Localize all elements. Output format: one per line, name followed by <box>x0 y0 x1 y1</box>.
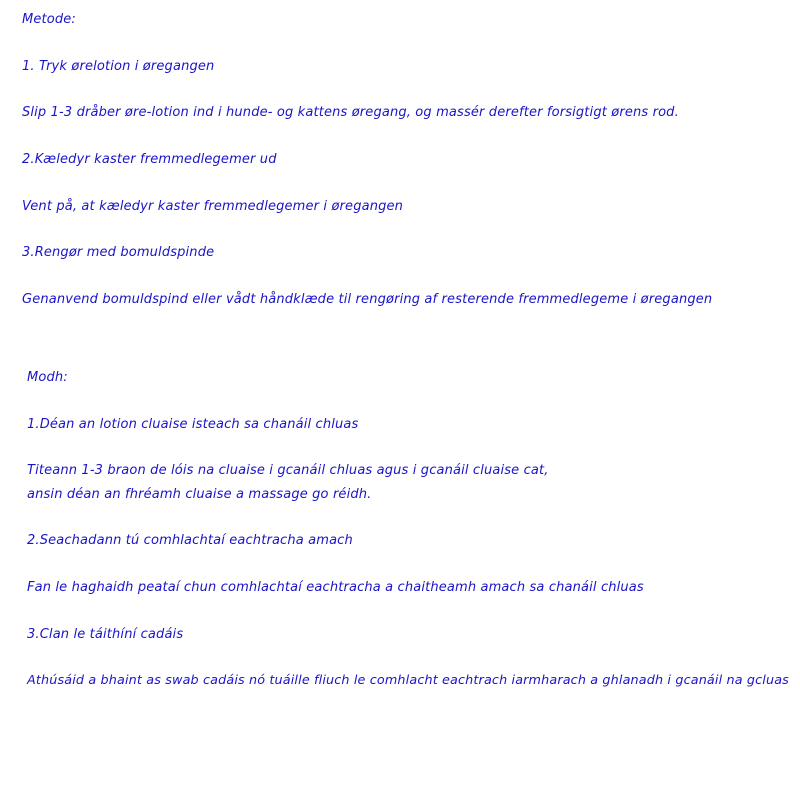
irish-step3-title: 3.Clan le táithíní cadáis <box>27 627 184 642</box>
irish-step1-text-line1: Titeann 1-3 braon de lóis na cluaise i gcanáil chluas agus i gcanáil cluaise cat, <box>27 463 549 478</box>
danish-step1-title: 1. Tryk ørelotion i øregangen <box>22 59 215 74</box>
irish-step3-text: Athúsáid a bhaint as swab cadáis nó tuáille fliuch le comhlacht eachtrach iarmharach a ghlanadh i gcanáil na gcluas <box>27 673 789 688</box>
irish-step1-title: 1.Déan an lotion cluaise isteach sa chanáil chluas <box>27 417 359 432</box>
irish-step2-title: 2.Seachadann tú comhlachtaí eachtracha amach <box>27 533 353 548</box>
irish-heading: Modh: <box>27 370 68 385</box>
irish-step2-text: Fan le haghaidh peataí chun comhlachtaí eachtracha a chaitheamh amach sa chanáil chluas <box>27 580 644 595</box>
danish-step3-text: Genanvend bomuldspind eller vådt håndklæde til rengøring af resterende fremmedlegeme i øregangen <box>22 292 713 307</box>
danish-step1-text: Slip 1-3 dråber øre-lotion ind i hunde- og kattens øregang, og massér derefter forsigtigt ørens rod. <box>22 105 679 120</box>
danish-step3-title: 3.Rengør med bomuldspinde <box>22 245 215 260</box>
danish-step2-title: 2.Kæledyr kaster fremmedlegemer ud <box>22 152 277 167</box>
danish-heading: Metode: <box>22 12 76 27</box>
danish-step2-text: Vent på, at kæledyr kaster fremmedlegemer i øregangen <box>22 199 404 214</box>
irish-step1-text-line2: ansin déan an fhréamh cluaise a massage go réidh. <box>27 487 372 502</box>
